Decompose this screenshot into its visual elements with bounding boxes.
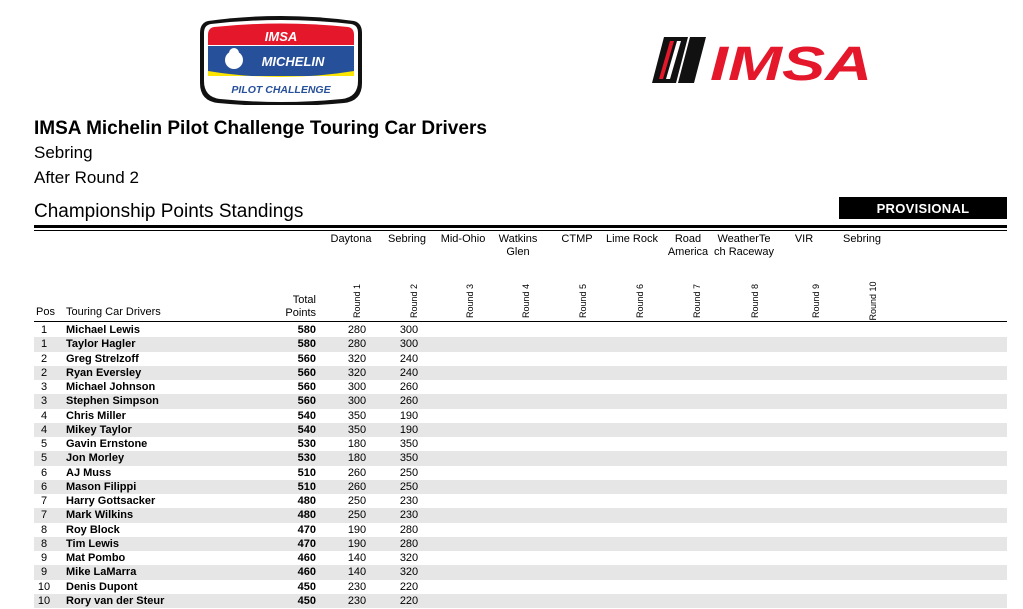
round-header: Round 9: [811, 283, 821, 319]
pos-header: Pos: [36, 306, 55, 318]
position-cell: 1: [40, 324, 48, 336]
driver-name-cell: Chris Miller: [66, 409, 126, 422]
table-row: [34, 594, 1007, 608]
total-points-cell: 480: [297, 495, 316, 507]
round-header: Round 1: [352, 283, 362, 319]
event-header: CTMP: [561, 233, 593, 245]
round-1-points-cell: 280: [347, 338, 367, 351]
table-row: [34, 337, 1007, 351]
round-2-points-cell: 240: [399, 366, 419, 379]
driver-name-cell: Taylor Hagler: [66, 338, 136, 351]
total-points-cell: 560: [297, 395, 316, 408]
round-1-points-cell: 140: [347, 552, 367, 564]
round-2-points-cell: 240: [399, 352, 419, 365]
position-cell: 2: [40, 366, 48, 379]
table-row: [34, 423, 1007, 437]
round-header: Round 6: [635, 283, 645, 319]
position-cell: 6: [40, 466, 48, 479]
table-row: [34, 366, 1007, 380]
driver-name-cell: Denis Dupont: [66, 580, 138, 593]
driver-name-cell: Stephen Simpson: [66, 395, 159, 408]
round-1-points-cell: 180: [347, 452, 367, 465]
table-row: [34, 466, 1007, 480]
status-badge: PROVISIONAL: [839, 197, 1007, 219]
total-points-cell: 450: [297, 580, 316, 593]
event-header: Watkins Glen: [498, 233, 538, 258]
total-points-cell: 510: [297, 466, 316, 479]
position-cell: 5: [40, 438, 48, 450]
total-points-cell: 480: [297, 509, 316, 522]
position-cell: 5: [40, 452, 48, 465]
table-row: [34, 494, 1007, 508]
round-2-points-cell: 230: [399, 509, 419, 522]
round-header: Round 10: [868, 281, 878, 321]
section-title: Championship Points Standings: [34, 201, 304, 222]
round-header: Round 3: [465, 283, 475, 319]
round-2-points-cell: 230: [399, 495, 419, 507]
total-points-cell: 530: [297, 452, 316, 465]
round-1-points-cell: 300: [347, 381, 367, 393]
position-cell: 7: [40, 509, 48, 522]
position-cell: 8: [40, 537, 48, 550]
table-row: [34, 551, 1007, 565]
total-points-cell: 580: [297, 324, 316, 336]
round-1-points-cell: 190: [347, 523, 367, 536]
table-row: [34, 480, 1007, 494]
round-2-points-cell: 250: [399, 466, 419, 479]
event-header: VIR: [794, 233, 814, 245]
total-points-cell: 540: [297, 409, 316, 422]
table-row: [34, 352, 1007, 366]
round-1-points-cell: 250: [347, 509, 367, 522]
round-header: Round 4: [521, 283, 531, 319]
table-row: [34, 409, 1007, 423]
round-1-points-cell: 320: [347, 352, 367, 365]
round-2-points-cell: 280: [399, 523, 419, 536]
round-1-points-cell: 320: [347, 366, 367, 379]
driver-name-cell: Michael Lewis: [66, 324, 140, 336]
driver-name-cell: Greg Strelzoff: [66, 352, 139, 365]
position-cell: 3: [40, 381, 48, 393]
table-row: [34, 580, 1007, 594]
round-1-points-cell: 260: [347, 480, 367, 493]
driver-name-cell: Mason Filippi: [66, 480, 137, 493]
event-header: Road America: [667, 233, 709, 258]
round-2-points-cell: 350: [399, 452, 419, 465]
round-header: Round 7: [692, 283, 702, 319]
round-2-points-cell: 350: [399, 438, 419, 450]
position-cell: 1: [40, 338, 48, 351]
total-points-cell: 560: [297, 381, 316, 393]
position-cell: 4: [40, 423, 48, 436]
total-points-cell: 460: [297, 552, 316, 564]
position-cell: 9: [40, 566, 48, 579]
round-2-points-cell: 190: [399, 423, 419, 436]
column-header-rule: [34, 321, 1007, 322]
driver-name-cell: Roy Block: [66, 523, 120, 536]
standings-table: [34, 323, 1007, 608]
round-1-points-cell: 300: [347, 395, 367, 408]
event-header: Sebring: [388, 233, 426, 245]
round-2-points-cell: 320: [399, 552, 419, 564]
round-1-points-cell: 350: [347, 409, 367, 422]
total-points-cell: 560: [297, 366, 316, 379]
page-title: IMSA Michelin Pilot Challenge Touring Car Drivers: [34, 118, 487, 139]
total-points-cell: 580: [297, 338, 316, 351]
imsa-logo: [650, 35, 880, 85]
total-points-header: Total Points: [285, 294, 316, 319]
event-header: Lime Rock: [606, 233, 658, 245]
driver-header: Touring Car Drivers: [66, 306, 161, 318]
round-2-points-cell: 220: [399, 580, 419, 593]
imsa-logo-text: IMSA: [710, 38, 872, 85]
round-2-points-cell: 250: [399, 480, 419, 493]
badge-pilot-challenge-text: PILOT CHALLENGE: [231, 84, 331, 96]
total-points-cell: 540: [297, 423, 316, 436]
driver-name-cell: Mark Wilkins: [66, 509, 134, 522]
badge-imsa-text: IMSA: [264, 29, 298, 44]
round-2-points-cell: 220: [399, 594, 419, 607]
position-cell: 3: [40, 395, 48, 408]
driver-name-cell: Gavin Ernstone: [66, 438, 148, 450]
position-cell: 2: [40, 352, 48, 365]
event-header: Daytona: [330, 233, 372, 245]
table-row: [34, 565, 1007, 579]
round-header: Round 2: [409, 283, 419, 319]
round-1-points-cell: 230: [347, 580, 367, 593]
position-cell: 8: [40, 523, 48, 536]
driver-name-cell: Tim Lewis: [66, 537, 119, 550]
header-rule-thin: [34, 230, 1007, 231]
round-header: Round 5: [578, 283, 588, 319]
round-status: After Round 2: [34, 168, 139, 187]
round-1-points-cell: 180: [347, 438, 367, 450]
driver-name-cell: Harry Gottsacker: [66, 495, 156, 507]
position-cell: 9: [40, 552, 48, 564]
position-cell: 6: [40, 480, 48, 493]
round-1-points-cell: 140: [347, 566, 367, 579]
position-cell: 7: [40, 495, 48, 507]
total-points-cell: 530: [297, 438, 316, 450]
total-points-cell: 460: [297, 566, 316, 579]
michelin-pilot-challenge-logo: [198, 13, 364, 105]
round-header: Round 8: [750, 283, 760, 319]
round-2-points-cell: 300: [399, 324, 419, 336]
driver-name-cell: Ryan Eversley: [66, 366, 142, 379]
round-1-points-cell: 260: [347, 466, 367, 479]
table-row: [34, 323, 1007, 337]
table-row: [34, 523, 1007, 537]
round-1-points-cell: 230: [347, 594, 367, 607]
event-header: Mid-Ohio: [440, 233, 486, 245]
round-2-points-cell: 260: [399, 381, 419, 393]
table-row: [34, 537, 1007, 551]
round-2-points-cell: 300: [399, 338, 419, 351]
driver-name-cell: Mike LaMarra: [66, 566, 137, 579]
event-header: Sebring: [843, 233, 881, 245]
table-row: [34, 437, 1007, 451]
table-row: [34, 508, 1007, 522]
total-points-cell: 510: [297, 480, 316, 493]
total-points-cell: 560: [297, 352, 316, 365]
round-2-points-cell: 190: [399, 409, 419, 422]
position-cell: 10: [37, 594, 51, 607]
driver-name-cell: Mat Pombo: [66, 552, 126, 564]
total-points-cell: 470: [297, 523, 316, 536]
round-2-points-cell: 320: [399, 566, 419, 579]
round-1-points-cell: 280: [347, 324, 367, 336]
round-1-points-cell: 190: [347, 537, 367, 550]
position-cell: 4: [40, 409, 48, 422]
driver-name-cell: Rory van der Steur: [66, 594, 165, 607]
table-row: [34, 394, 1007, 408]
round-2-points-cell: 280: [399, 537, 419, 550]
table-row: [34, 380, 1007, 394]
header-rule-thick: [34, 225, 1007, 228]
driver-name-cell: AJ Muss: [66, 466, 112, 479]
driver-name-cell: Mikey Taylor: [66, 423, 132, 436]
position-cell: 10: [37, 580, 51, 593]
round-1-points-cell: 250: [347, 495, 367, 507]
event-header: WeatherTe ch Raceway: [714, 233, 774, 258]
total-points-cell: 470: [297, 537, 316, 550]
total-points-cell: 450: [297, 594, 316, 607]
driver-name-cell: Michael Johnson: [66, 381, 156, 393]
driver-name-cell: Jon Morley: [66, 452, 125, 465]
round-2-points-cell: 260: [399, 395, 419, 408]
table-row: [34, 451, 1007, 465]
round-1-points-cell: 350: [347, 423, 367, 436]
badge-michelin-text: MICHELIN: [261, 54, 325, 69]
event-name: Sebring: [34, 143, 93, 162]
